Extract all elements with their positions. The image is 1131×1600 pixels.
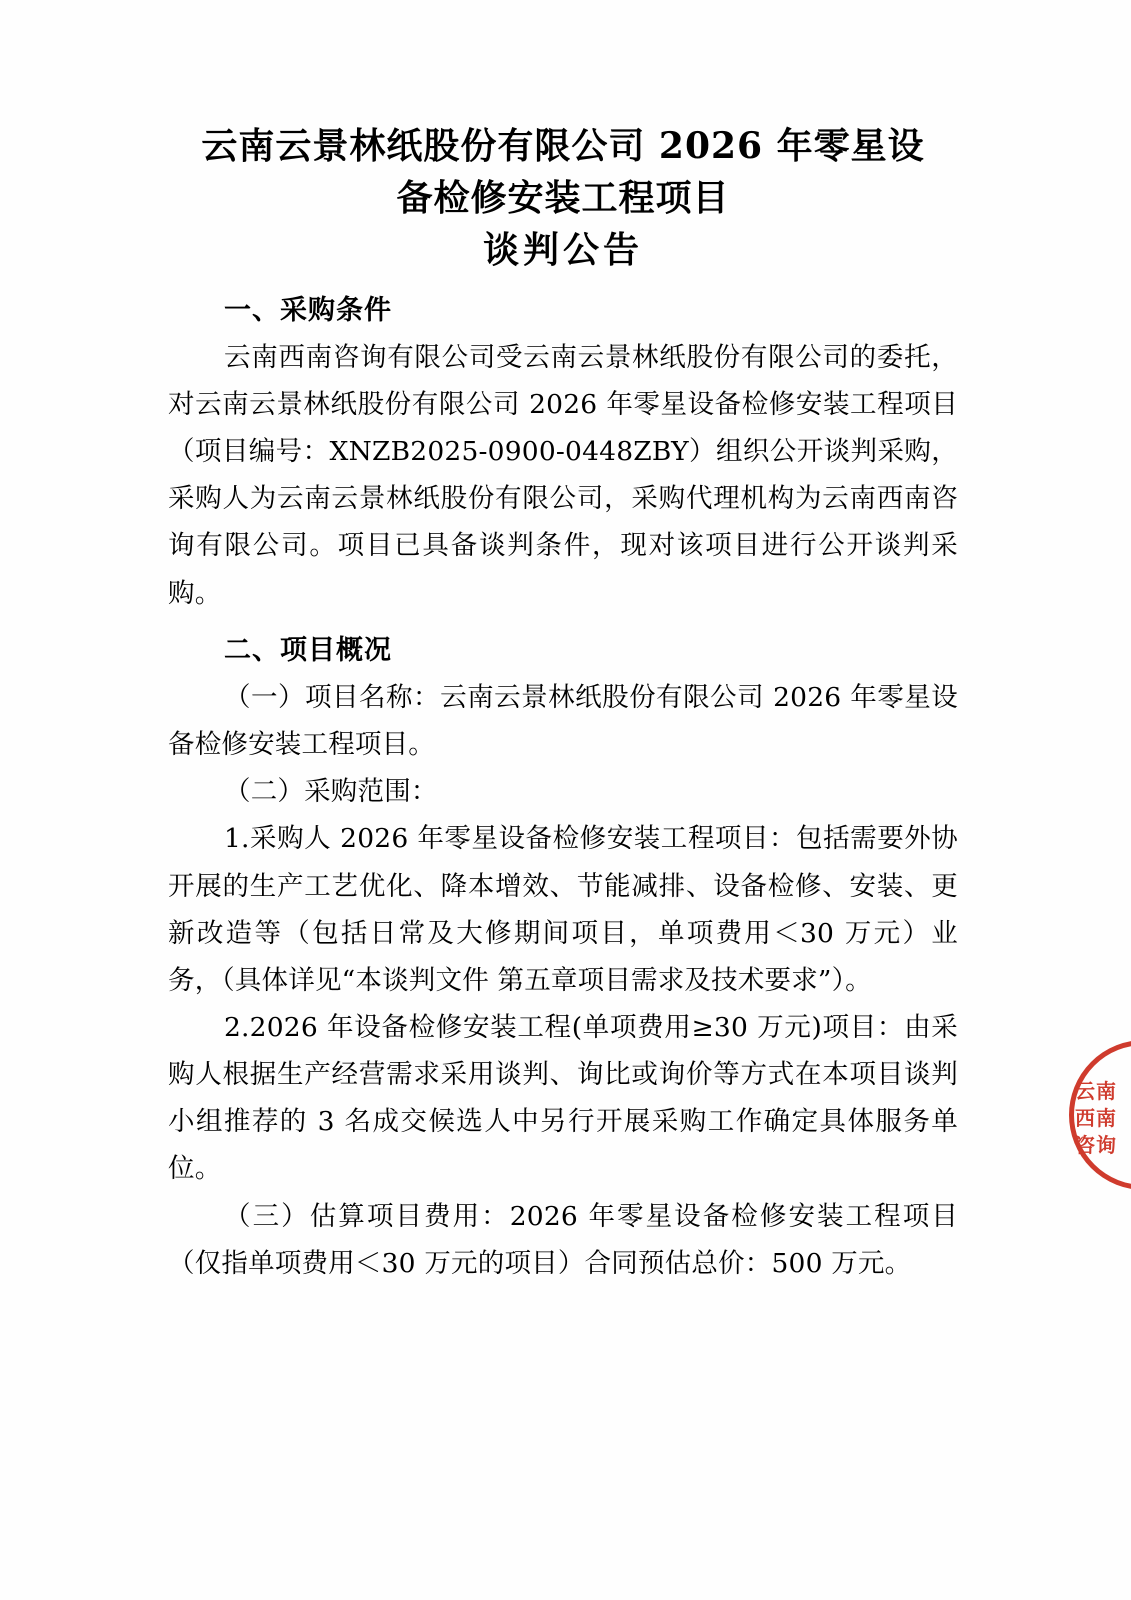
seal-text: 云南西南咨询 [1075,1079,1117,1157]
official-seal [1069,1030,1131,1200]
title-line-2: 备检修安装工程项目 [396,177,730,220]
document-body [168,120,958,1287]
page-title [168,120,958,277]
paragraph-2-3: 1.采购人 2026 年零星设备检修安装工程项目：包括需要外协开展的生产工艺优化、降本增效、节能减排、设备检修、安装、更新改造等（包括日常及大修期间项目，单项费用＜30 万元）业务，（具体详见“本谈判文件 第五章项目需求及技术要求”）。 [168,823,958,996]
paragraph-2-4: 2.2026 年设备检修安装工程(单项费用≥30 万元)项目：由采购人根据生产经营需求采用谈判、询比或询价等方式在本项目谈判小组推荐的 3 名成交候选人中另行开展采购工作确定具体服务单位。 [168,1011,958,1185]
section-project-overview [168,629,958,1287]
title-line-1: 云南云景林纸股份有限公司 2026 年零星设 [201,125,925,167]
paragraph-2-5: （三）估算项目费用：2026 年零星设备检修安装工程项目（仅指单项费用＜30 万元的项目）合同预估总价：500 万元。 [168,1200,958,1279]
paragraph-2-1: （一）项目名称：云南云景林纸股份有限公司 2026 年零星设备检修安装工程项目。 [168,681,958,761]
title-line-3: 谈判公告 [482,229,643,272]
section-heading-1: 一、采购条件 [224,294,392,326]
section-heading-2: 二、项目概况 [224,634,392,666]
paragraph-2-2: （二）采购范围： [224,776,438,808]
paragraph-1-1: 云南西南咨询有限公司受云南云景林纸股份有限公司的委托，对云南云景林纸股份有限公司 2026 年零星设备检修安装工程项目（项目编号：XNZB2025-0900-0448ZBY）组织公开谈判采购，采购人为云南云景林纸股份有限公司，采购代理机构为云南西南咨询有限公司。项目已具备谈判条件，现对该项目进行公开谈判采购。 [168,341,958,609]
section-procurement-conditions [168,289,958,617]
